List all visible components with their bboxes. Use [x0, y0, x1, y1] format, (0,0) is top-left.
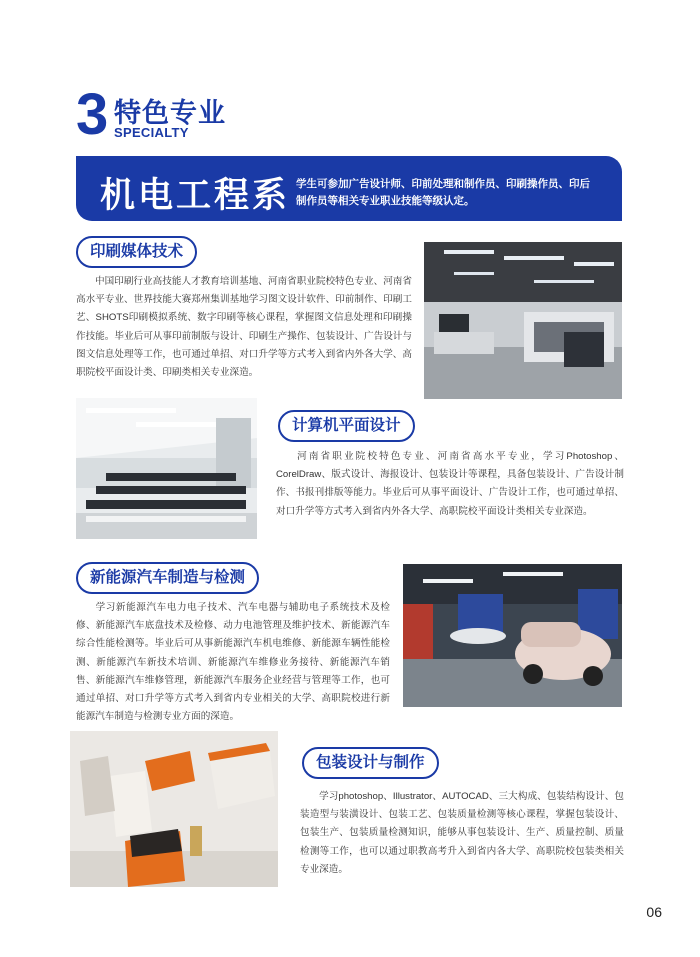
computer-lab-photo: [76, 398, 257, 539]
major-text-packaging-design-content: 学习photoshop、Illustrator、AUTOCAD、三大构成、包装结构设计、包装造型与装潢设计、包装工艺、包装质量检测等核心课程，掌握包装设计、包装生产、包装质量检测知识，能够从事包装设计、生产、质量控制、质量检测等工作，也可以通过职教高考升入到省内各大学、高职院校包装类相关专业深造。: [300, 791, 624, 875]
major-text-packaging-design: [300, 788, 624, 879]
major-title-graphic-design: 计算机平面设计: [278, 410, 415, 442]
major-text-graphic-design-content: 河南省职业院校特色专业、河南省高水平专业，学习Photoshop、CorelDraw、版式设计、海报设计、包装设计等课程，具备包装设计、广告设计制作、书报刊排版等能力。毕业后可从事平面设计、广告设计工作，也可通过单招、对口升学等方式考入到省内外各大学、高职院校平面设计类相关专业深造。: [276, 451, 624, 517]
department-description: 学生可参加广告设计师、印前处理和制作员、印刷操作员、印后制作员等相关专业职业技能等级认定。: [296, 178, 590, 207]
major-text-print-media: [76, 273, 412, 382]
major-title-print-media: 印刷媒体技术: [76, 236, 197, 268]
section-number: 3: [76, 82, 109, 147]
ev-workshop-photo: [403, 564, 622, 707]
major-title-new-energy-vehicle: 新能源汽车制造与检测: [76, 562, 259, 594]
department-name: 机电工程系: [100, 176, 291, 215]
major-text-new-energy-vehicle-content: 学习新能源汽车电力电子技术、汽车电器与辅助电子系统技术及检修、新能源汽车底盘技术及检修、动力电池管理及维护技术、新能源汽车综合性能检测等。毕业后可从事新能源汽车机电维修、新能源车辆性能检测、新能源汽车新技术培训、新能源汽车维修业务接待、新能源汽车销售、新能源汽车维修管理，新能源汽车服务企业经营与管理等工作，也可通过单招、对口升学等方式考入到省内专业相关的大学、高职院校进行新能源汽车制造与检测专业方面的深造。: [76, 602, 390, 723]
major-text-print-media-content: 中国印刷行业高技能人才教育培训基地、河南省职业院校特色专业、河南省高水平专业、世界技能大赛郑州集训基地学习图文设计软件、印前制作、印刷工艺、SHOTS印刷模拟系统、数字印刷等核心课程，掌握图文信息处理和印刷操作技能。毕业后可从事印前制版与设计、印刷生产操作、包装设计、广告设计与图文信息处理等工作，也可通过单招、对口升学等方式考入到省内外各大学、高职院校平面设计类、印刷类相关专业深造。: [76, 276, 412, 379]
major-title-packaging-design: 包装设计与制作: [302, 747, 439, 779]
page-number: 06: [646, 904, 662, 920]
section-subtitle: SPECIALTY: [114, 125, 189, 140]
packaging-product-photo: [70, 731, 278, 887]
major-text-graphic-design: [276, 448, 624, 521]
print-workshop-photo: [424, 242, 622, 399]
major-text-new-energy-vehicle: [76, 599, 390, 726]
section-title: 特色专业: [114, 98, 226, 128]
